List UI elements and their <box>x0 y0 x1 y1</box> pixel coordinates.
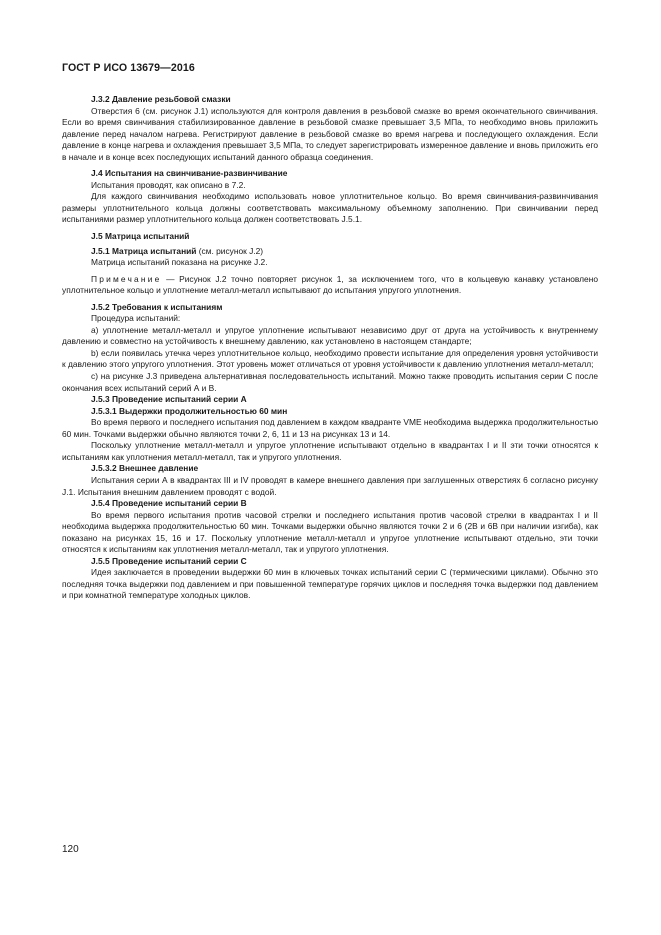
note-label: Примечание <box>91 273 162 284</box>
section-j531-paragraph-2: Поскольку уплотнение металл-металл и упругое уплотнение испытывают отдельно в квадрантах I и II эти точки относятся к испытаниям как уплотнения металл-металл, так и упругого уплотнения. <box>62 440 598 462</box>
section-j52-item-a: a) уплотнение металл-металл и упругое уплотнение испытывают независимо друг от друга на устойчивость к внутреннему давлению и совместно на устойчивость к внешнему давлению, как установлено в настоящем стандарте; <box>62 324 598 347</box>
section-j532-title: J.5.3.2 Внешнее давление <box>91 463 199 474</box>
section-j51-note <box>62 274 598 297</box>
section-j53-title: J.5.3 Проведение испытаний серии А <box>91 394 247 405</box>
section-j51-title-rest: (см. рисунок J.2) <box>196 245 264 256</box>
section-j52-title: J.5.2 Требования к испытаниям <box>91 301 223 312</box>
section-j32-title: J.3.2 Давление резьбовой смазки <box>91 94 231 104</box>
section-j52-intro: Процедура испытаний: <box>91 313 181 324</box>
section-j55-paragraph: Идея заключается в проведении выдержки 60 мин в ключевых точках испытаний серии С (термическими циклами). Обычно это последняя точка выдержки под давлением и при повышенной температуре горячих циклов и последняя точка выдержки под давлением и при комнатной температуре холодных циклов. <box>62 567 598 601</box>
section-j51-title-bold: J.5.1 Матрица испытаний <box>91 245 197 256</box>
section-j5-title: J.5 Матрица испытаний <box>91 231 190 242</box>
section-j54-title: J.5.4 Проведение испытаний серии В <box>91 498 247 509</box>
section-j52-item-b: b) если появилась утечка через уплотнительное кольцо, необходимо провести испытание для определения уровня устойчивости к давлению этого упругого уплотнения. Этот уровень может отличаться от уровня устойчивости к давлению уплотнения металл-металл; <box>62 347 598 370</box>
section-j4-paragraph-2: Для каждого свинчивания необходимо использовать новое уплотнительное кольцо. Во время свинчивания-развинчивания размеры уплотнительного кольца должны соответствовать максимальному объемному заполнению. При свинчивании перед испытаниями размер уплотнительного кольца должен соответствовать J.5.1. <box>62 191 598 225</box>
document-header: ГОСТ Р ИСО 13679—2016 <box>62 62 195 74</box>
section-j51-paragraph: Матрица испытаний показана на рисунке J.2. <box>91 257 268 268</box>
section-j51-title <box>62 246 598 258</box>
document-body <box>62 94 598 602</box>
section-j52-item-c: c) на рисунке J.3 приведена альтернативная последовательность испытаний. Можно также проводить испытания серии С после окончания всех испытаний серий А и В. <box>62 371 598 393</box>
section-j531-paragraph-1: Во время первого и последнего испытания под давлением в каждом квадранте VME необходима выдержка продолжительностью 60 мин. Точками выдержки обычно являются точки 2, 6, 11 и 13 на рисунках 13 и 14. <box>62 417 598 439</box>
note-text: — Рисунок J.2 точно повторяет рисунок 1, за исключением того, что в кольцевую канавку установлено уплотнительное кольцо и уплотнение металл-металл испытывают до испытания упругого уплотнения. <box>62 273 598 296</box>
page-number: 120 <box>62 844 79 855</box>
section-j532-paragraph: Испытания серии А в квадрантах III и IV проводят в камере внешнего давления при заглушенных отверстиях 6 согласно рисунку J.1. Испытания внешним давлением проводят с водой. <box>62 474 598 497</box>
section-j55-title: J.5.5 Проведение испытаний серии С <box>91 555 247 566</box>
section-j4-title: J.4 Испытания на свинчивание-развинчивание <box>91 168 288 179</box>
section-j4-paragraph-1: Испытания проводят, как описано в 7.2. <box>91 179 246 190</box>
section-j54-paragraph: Во время первого испытания против часовой стрелки и последнего испытания против часовой стрелки в квадрантах I и II необходима выдержка продолжительностью 60 мин. Точками выдержки обычно являются точки 2 и 6 (2В и 6В при наличии изгиба), как показано на рисунках 15, 16 и 17. Поскольку уплотнение металл-металл и упругое уплотнение испытывают отдельно, эти точки относятся к испытаниям как уплотнения металл-металл, так и упругого уплотнения. <box>62 509 598 555</box>
section-j32-paragraph: Отверстия 6 (см. рисунок J.1) используются для контроля давления в резьбовой смазке во время окончательного свинчивания. Если во время свинчивания стабилизированное давление в резьбовой смазке превышает 3,5 МПа, то необходимо вновь приложить давление перед началом нагрева. Регистрируют давление в резьбовой смазке во время нагрева и последующего охлаждения. Если давление в конце нагрева и охлаждения превышает 3,5 МПа, то следует зарегистрировать измеренное давление и вновь приложить его в начале и в конце всех последующих испытаний данного образца соединения. <box>62 105 598 162</box>
section-j531-title: J.5.3.1 Выдержки продолжительностью 60 мин <box>91 405 288 416</box>
